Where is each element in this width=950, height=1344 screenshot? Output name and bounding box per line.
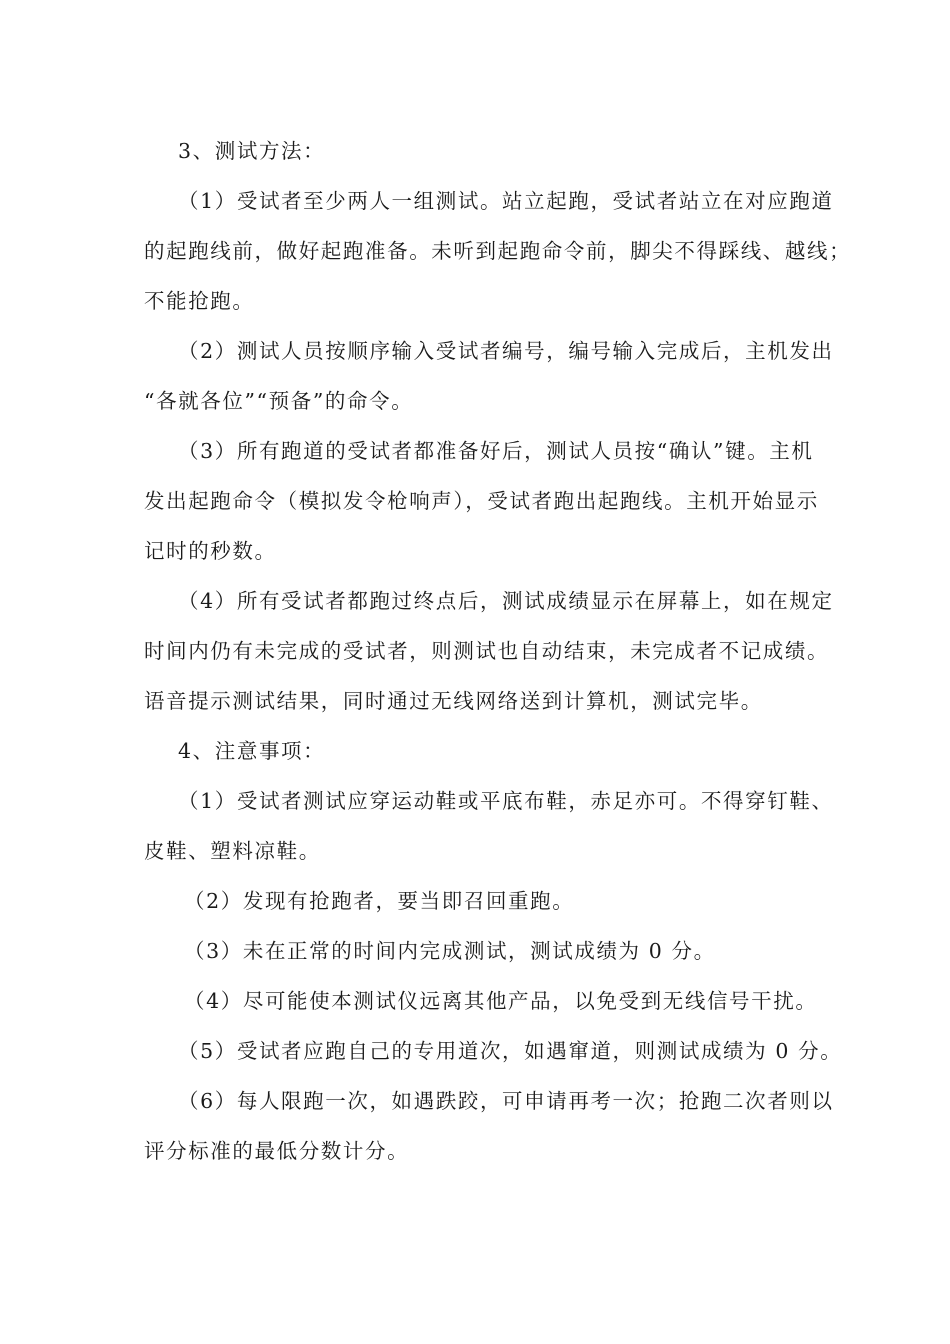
paragraph-line: 皮鞋、塑料凉鞋。 xyxy=(144,839,321,863)
paragraph-line: （4）尽可能使本测试仪远离其他产品，以免受到无线信号干扰。 xyxy=(184,989,818,1013)
paragraph-line: 不能抢跑。 xyxy=(144,289,255,313)
paragraph-line: （1）受试者至少两人一组测试。站立起跑，受试者站立在对应跑道 xyxy=(178,189,834,213)
paragraph-line: 语音提示测试结果，同时通过无线网络送到计算机，测试完毕。 xyxy=(144,689,763,713)
paragraph-line: 记时的秒数。 xyxy=(144,539,277,563)
paragraph-line: （6）每人限跑一次，如遇跌跤，可申请再考一次；抢跑二次者则以 xyxy=(178,1089,834,1113)
paragraph-line: “各就各位”“预备”的命令。 xyxy=(144,389,414,413)
paragraph-line: 时间内仍有未完成的受试者，则测试也自动结束，未完成者不记成绩。 xyxy=(144,639,830,663)
paragraph-line: 发出起跑命令（模拟发令枪响声），受试者跑出起跑线。主机开始显示 xyxy=(144,489,819,513)
paragraph-line: （5）受试者应跑自己的专用道次，如遇窜道，则测试成绩为 0 分。 xyxy=(178,1039,843,1063)
paragraph-line: （2）发现有抢跑者，要当即召回重跑。 xyxy=(184,889,575,913)
paragraph-line: （3）所有跑道的受试者都准备好后，测试人员按“确认”键。主机 xyxy=(178,439,814,463)
section-heading-test-method: 3、测试方法： xyxy=(178,139,326,163)
paragraph-line: （3）未在正常的时间内完成测试，测试成绩为 0 分。 xyxy=(184,939,716,963)
paragraph-line: 评分标准的最低分数计分。 xyxy=(144,1139,410,1163)
paragraph-line: （2）测试人员按顺序输入受试者编号，编号输入完成后，主机发出 xyxy=(178,339,834,363)
paragraph-line: （4）所有受试者都跑过终点后，测试成绩显示在屏幕上，如在规定 xyxy=(178,589,834,613)
section-heading-precautions: 4、注意事项： xyxy=(178,739,326,763)
paragraph-line: （1）受试者测试应穿运动鞋或平底布鞋，赤足亦可。不得穿钉鞋、 xyxy=(178,789,834,813)
paragraph-line: 的起跑线前，做好起跑准备。未听到起跑命令前，脚尖不得踩线、越线； xyxy=(144,239,852,263)
